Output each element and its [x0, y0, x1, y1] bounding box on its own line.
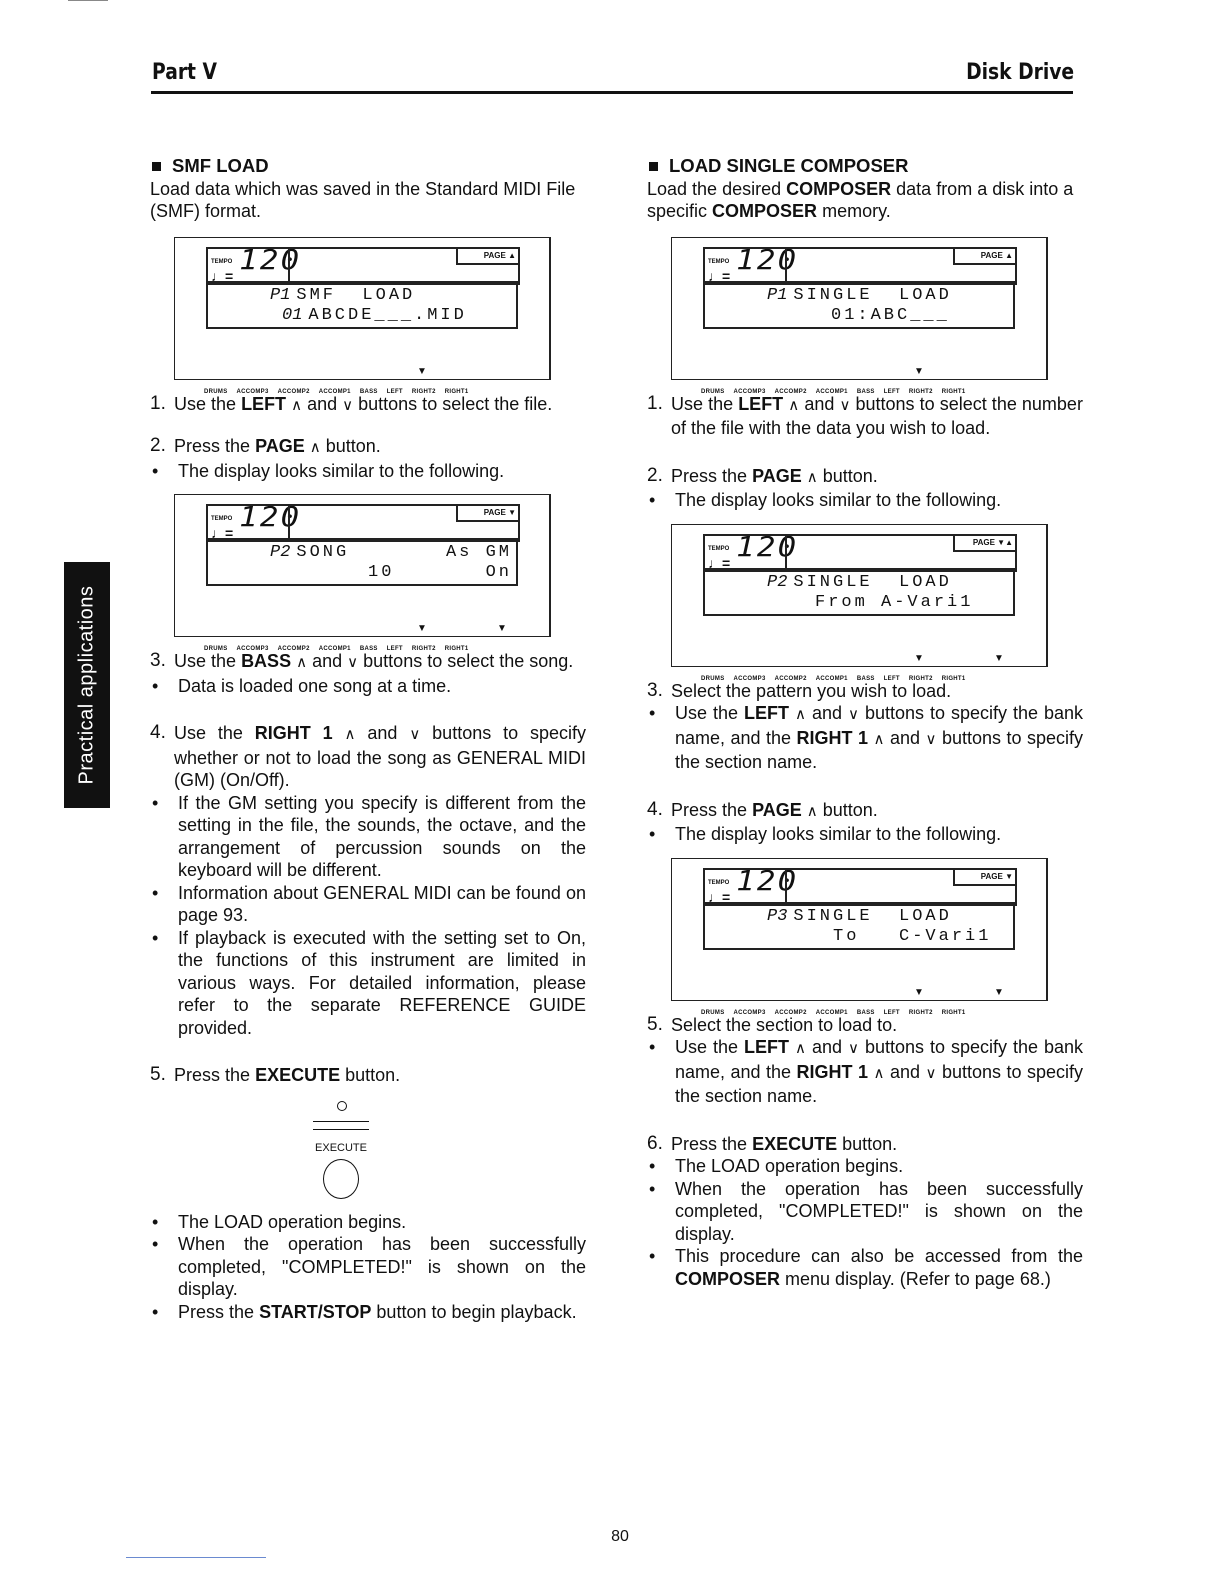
header-section: Disk Drive: [965, 60, 1074, 85]
part-labels: DRUMS ACCOMP3 ACCOMP2 ACCOMP1 BASS LEFT RIGHT2 RIGHT1: [204, 388, 469, 395]
side-tab: [64, 562, 110, 808]
down-triangle-icon: ▼: [914, 365, 924, 377]
section-title-load-single-composer: LOAD SINGLE COMPOSER: [647, 155, 1083, 178]
down-triangle-icon: ▼: [417, 365, 427, 377]
step-1: 1. Use the LEFT ∧ and ∨ buttons to select the number of the file with the data you wish to load.: [647, 392, 1083, 438]
page-number: 80: [611, 1528, 629, 1545]
down-triangle-icon: ▼: [994, 652, 1004, 664]
step-5: 5. Press the EXECUTE button.: [150, 1064, 401, 1085]
page-indicator: PAGE ▲: [456, 249, 518, 265]
down-triangle-icon: ▼: [994, 986, 1004, 998]
step-1: 1. Use the LEFT ∧ and ∨ buttons to select the file.: [150, 392, 553, 414]
execute-button-icon: [323, 1159, 359, 1199]
tempo-box: TEMPO ♩= 120: [206, 247, 290, 285]
quarter-note-icon: ♩=: [708, 267, 731, 284]
quarter-note-icon: ♩=: [708, 554, 731, 571]
led-indicator-icon: [337, 1101, 347, 1111]
bottom-mark: [126, 1557, 266, 1558]
down-triangle-icon: ▼: [417, 623, 427, 634]
quarter-note-icon: ♩=: [708, 888, 731, 905]
intro-text: Load the desired COMPOSER data from a disk into a specific COMPOSER memory.: [647, 178, 1074, 221]
step-2: 2. Press the PAGE ∧ button.: [647, 464, 878, 486]
quarter-note-icon: ♩=: [211, 525, 234, 541]
step-3: 3. Select the pattern you wish to load.: [647, 679, 952, 701]
left-column: SMF LOAD Load data which was saved in the Standard MIDI File (SMF) format. TEMPO ♩= 120 PAGE ▲ P1 SMF LOAD 01 ABCDE___.MID ▼ DRUMS ACCOMP3 ACCOMP2 ACCOMP1 BASS LEFT RIGHT2 RIGHT1 1. Use the LEFT ∧ and ∨ buttons to select the file. 2. Press the PAGE ∧ button. • The display looks similar to the following. TEMPO ♩= 120 PAGE ▼ P2 SONG As GM 10 On ▼ ▼ DRUMS ACCOMP3 ACCOMP2 ACCOMP1 BASS LEFT RIGHT2 RIGHT1 3. Use the BASS ∧ and ∨ buttons to select the song. • Data is loaded one song at a time. 4. Use the RIGHT 1 ∧ and ∨ buttons to specify whether or not to load the song as GENERAL MIDI (GM) (On/Off). • If the GM setting you specify is different from the setting in the file, the sounds, the octave, and the arrangement of percussion sounds on the keyboard will be different. • Information about GENERAL MIDI can be found on page 93. • If playback is executed with the setting set to On, the functions of this instrument are limited in various ways. For detailed information, please refer to the separate REFERENCE GUIDE provided. 5. Press the EXECUTE button. EXECUTE • The LOAD operation begins. • When the operation has been successfully completed, "COMPLETED!" is shown on the display. • Press the START/STOP button to begin playback.: [150, 155, 586, 1322]
bullet-square-icon: [152, 162, 161, 171]
down-triangle-icon: ▼: [914, 986, 924, 998]
intro-text: Load data which was saved in the Standard MIDI File (SMF) format.: [150, 178, 576, 221]
step-2-bullet: • The display looks similar to the following.: [152, 460, 505, 481]
lcd-display-single-p1: TEMPO ♩= 120 PAGE ▲ P1 SINGLE LOAD 01:ABC___ ▼ DRUMS ACCOMP3 ACCOMP2 ACCOMP1 BASS LEFT RIGHT2 RIGHT1: [671, 237, 1047, 387]
right-column: LOAD SINGLE COMPOSER Load the desired COMPOSER data from a disk into a specific COMPOSER memory. TEMPO ♩= 120 PAGE ▲ P1 SINGLE LOAD 01:ABC___ ▼ DRUMS ACCOMP3 ACCOMP2 ACCOMP1 BASS LEFT RIGHT2 RIGHT1 1. Use the LEFT ∧ and ∨ buttons to select the number of the file with the data you wish to load. 2. Press the PAGE ∧ button. • The display looks similar to the following. TEMPO ♩= 120 PAGE ▼▲ P2 SINGLE LOAD From A-Vari1 ▼ ▼ DRUMS ACCOMP3 ACCOMP2 ACCOMP1 BASS LEFT RIGHT2 RIGHT1 3. Select the pattern you wish to load. • Use the LEFT ∧ and ∨ buttons to specify the bank name, and the RIGHT 1 ∧ and ∨ buttons to specify the section name. 4. Press the PAGE ∧ button. • The display looks similar to the following. TEMPO ♩= 120 PAGE ▼ P3 SINGLE LOAD To C-Vari1 ▼ ▼ DRUMS ACCOMP3 ACCOMP2 ACCOMP1 BASS LEFT RIGHT2 RIGHT1 5. Select the section to load to. • Use the LEFT ∧ and ∨ buttons to specify the bank name, and the RIGHT 1 ∧ and ∨ buttons to specify the section name. 6. Press the EXECUTE button. • The LOAD operation begins. • When the operation has been successfully completed, "COMPLETED!" is shown on the display. • This procedure can also be accessed from the COMPOSER menu display. (Refer to page 68.): [647, 155, 1083, 1289]
step-4: 4. Press the PAGE ∧ button.: [647, 798, 878, 820]
quarter-note-icon: ♩=: [211, 267, 234, 284]
execute-label: EXECUTE: [315, 1141, 367, 1154]
lcd-display-smf-p1: [174, 237, 550, 395]
lcd-display-single-p2: TEMPO ♩= 120 PAGE ▼▲ P2 SINGLE LOAD From A-Vari1 ▼ ▼ DRUMS ACCOMP3 ACCOMP2 ACCOMP1 BASS LEFT RIGHT2 RIGHT1: [671, 524, 1047, 674]
step-6: 6. Press the EXECUTE button.: [647, 1132, 898, 1154]
page-indicator: PAGE ▼: [953, 870, 1015, 886]
down-triangle-icon: ▼: [497, 623, 507, 634]
header-rule: [151, 91, 1073, 94]
step-2: 2. Press the PAGE ∧ button.: [150, 435, 381, 456]
lcd-main: P1 SMF LOAD 01 ABCDE___.MID: [206, 281, 518, 329]
side-tab-label: Practical applications: [75, 585, 98, 785]
page-indicator: PAGE ▼▲: [953, 536, 1015, 552]
step-5: 5. Select the section to load to.: [647, 1013, 898, 1035]
lcd-display-single-p3: TEMPO ♩= 120 PAGE ▼ P3 SINGLE LOAD To C-Vari1 ▼ ▼ DRUMS ACCOMP3 ACCOMP2 ACCOMP1 BASS LEFT RIGHT2 RIGHT1: [671, 858, 1047, 1008]
bullet-square-icon: [649, 162, 658, 171]
execute-button-illustration: [150, 1101, 586, 1211]
page-indicator: PAGE ▲: [953, 249, 1015, 265]
step-4: 4. Use the RIGHT 1 ∧ and ∨ buttons to specify whether or not to load the song as GENERAL MIDI (GM) (On/Off).: [150, 722, 586, 790]
step-3: 3. Use the BASS ∧ and ∨ buttons to select the song.: [150, 650, 574, 671]
section-title-smf-load: SMF LOAD: [150, 155, 586, 178]
page-indicator: PAGE ▼: [456, 506, 518, 522]
down-triangle-icon: ▼: [914, 652, 924, 664]
top-mark: [68, 0, 108, 1]
header-part: Part V: [152, 60, 217, 85]
lcd-display-smf-p2: TEMPO ♩= 120 PAGE ▼ P2 SONG As GM 10 On ▼ ▼ DRUMS ACCOMP3 ACCOMP2 ACCOMP1 BASS LEFT RIGHT2 RIGHT1: [174, 494, 550, 644]
